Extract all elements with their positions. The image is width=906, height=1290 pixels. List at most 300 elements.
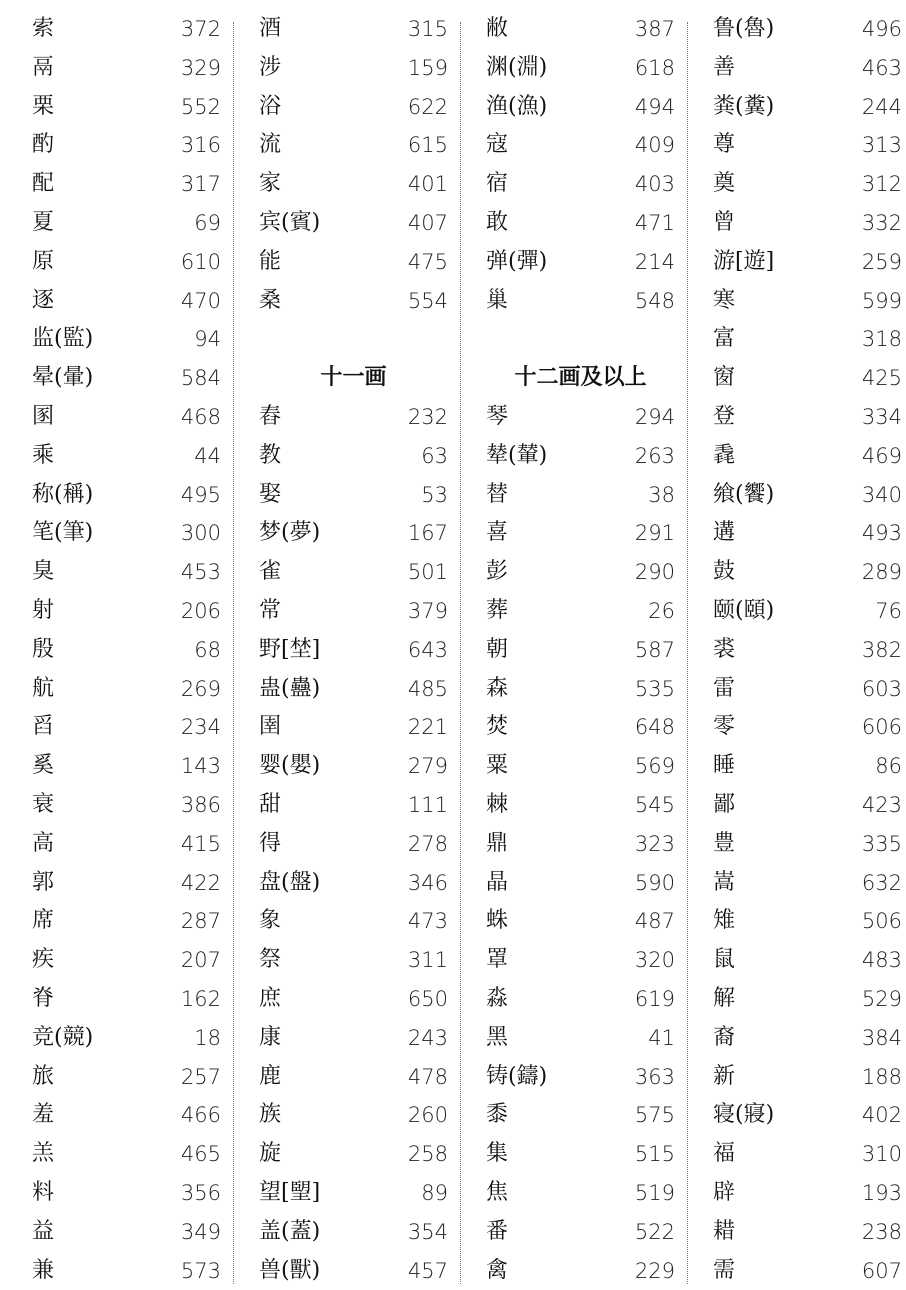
index-entry xyxy=(486,1252,675,1290)
index-entry xyxy=(713,1019,902,1058)
entry-character: 家 xyxy=(259,165,281,204)
entry-character: 盖(蓋) xyxy=(259,1213,320,1252)
entry-page-number: 193 xyxy=(862,1174,902,1213)
index-entry xyxy=(713,10,902,49)
entry-character: 晕(暈) xyxy=(32,359,93,398)
entry-page-number: 457 xyxy=(408,1252,448,1290)
index-entry xyxy=(713,553,902,592)
entry-page-number: 38 xyxy=(648,476,675,515)
entry-character: 毳 xyxy=(713,437,735,476)
entry-page-number: 206 xyxy=(181,592,221,631)
entry-page-number: 244 xyxy=(862,88,902,127)
index-entry xyxy=(259,1252,448,1290)
index-entry xyxy=(486,88,675,127)
entry-page-number: 290 xyxy=(635,553,675,592)
index-entry xyxy=(32,476,221,515)
index-entry xyxy=(259,747,448,786)
index-entry xyxy=(32,553,221,592)
index-entry xyxy=(486,49,675,88)
index-entry xyxy=(259,476,448,515)
index-entry xyxy=(486,747,675,786)
index-entry xyxy=(259,437,448,476)
index-entry xyxy=(259,592,448,631)
index-entry xyxy=(486,10,675,49)
entry-page-number: 403 xyxy=(635,165,675,204)
entry-character: 羔 xyxy=(32,1135,54,1174)
entry-character: 棘 xyxy=(486,786,508,825)
index-entry xyxy=(713,282,902,321)
index-entry xyxy=(259,902,448,941)
entry-page-number: 468 xyxy=(181,398,221,437)
entry-page-number: 554 xyxy=(408,282,448,321)
index-entry xyxy=(32,282,221,321)
entry-character: 集 xyxy=(486,1135,508,1174)
entry-character: 颐(頤) xyxy=(713,592,774,631)
entry-character: 窗 xyxy=(713,359,735,398)
entry-character: 雀 xyxy=(259,553,281,592)
index-entry xyxy=(713,514,902,553)
entry-character: 游[遊] xyxy=(713,243,774,282)
entry-character: 康 xyxy=(259,1019,281,1058)
entry-character: 监(監) xyxy=(32,320,93,359)
index-entry xyxy=(713,864,902,903)
blank-row xyxy=(486,320,675,359)
entry-character: 铸(鑄) xyxy=(486,1058,547,1097)
index-entry xyxy=(32,941,221,980)
entry-page-number: 552 xyxy=(181,88,221,127)
entry-page-number: 470 xyxy=(181,282,221,321)
entry-page-number: 643 xyxy=(408,631,448,670)
entry-page-number: 584 xyxy=(181,359,221,398)
entry-character: 粟 xyxy=(486,747,508,786)
index-entry xyxy=(32,243,221,282)
entry-page-number: 615 xyxy=(408,126,448,165)
index-entry xyxy=(32,320,221,359)
entry-character: 舂 xyxy=(259,398,281,437)
entry-character: 焦 xyxy=(486,1174,508,1213)
index-entry xyxy=(32,980,221,1019)
entry-character: 需 xyxy=(713,1252,735,1290)
index-entry xyxy=(486,980,675,1019)
stroke-count-heading: 十一画 xyxy=(259,359,448,398)
index-entry xyxy=(713,786,902,825)
entry-page-number: 493 xyxy=(862,514,902,553)
index-entry xyxy=(32,88,221,127)
index-entry xyxy=(486,476,675,515)
entry-page-number: 289 xyxy=(862,553,902,592)
index-entry xyxy=(32,708,221,747)
entry-page-number: 63 xyxy=(421,437,448,476)
index-entry xyxy=(259,670,448,709)
entry-page-number: 316 xyxy=(181,126,221,165)
entry-character: 番 xyxy=(486,1213,508,1252)
index-entry xyxy=(486,1019,675,1058)
entry-page-number: 238 xyxy=(862,1213,902,1252)
entry-character: 黍 xyxy=(486,1096,508,1135)
entry-page-number: 356 xyxy=(181,1174,221,1213)
entry-page-number: 545 xyxy=(635,786,675,825)
entry-page-number: 86 xyxy=(875,747,902,786)
entry-character: 衰 xyxy=(32,786,54,825)
entry-page-number: 329 xyxy=(181,49,221,88)
entry-character: 寒 xyxy=(713,282,735,321)
index-entry xyxy=(32,631,221,670)
entry-page-number: 340 xyxy=(862,476,902,515)
entry-character: 庶 xyxy=(259,980,281,1019)
entry-page-number: 402 xyxy=(862,1096,902,1135)
entry-character: 辇(輦) xyxy=(486,437,547,476)
entry-page-number: 258 xyxy=(408,1135,448,1174)
entry-character: 寝(寢) xyxy=(713,1096,774,1135)
entry-character: 奚 xyxy=(32,747,54,786)
index-entry xyxy=(32,592,221,631)
entry-page-number: 610 xyxy=(181,243,221,282)
index-entry xyxy=(713,980,902,1019)
entry-page-number: 111 xyxy=(408,786,448,825)
entry-page-number: 475 xyxy=(408,243,448,282)
index-entry xyxy=(32,1096,221,1135)
index-entry xyxy=(32,747,221,786)
index-entry xyxy=(259,10,448,49)
index-entry xyxy=(486,786,675,825)
index-entry xyxy=(486,282,675,321)
entry-page-number: 599 xyxy=(862,282,902,321)
entry-character: 高 xyxy=(32,825,54,864)
entry-page-number: 622 xyxy=(408,88,448,127)
entry-character: 圉 xyxy=(259,708,281,747)
entry-character: 朝 xyxy=(486,631,508,670)
entry-page-number: 522 xyxy=(635,1213,675,1252)
index-entry xyxy=(259,165,448,204)
index-entry xyxy=(486,1135,675,1174)
entry-character: 殷 xyxy=(32,631,54,670)
index-entry xyxy=(259,204,448,243)
index-entry xyxy=(713,398,902,437)
entry-page-number: 587 xyxy=(635,631,675,670)
index-entry xyxy=(486,902,675,941)
entry-character: 流 xyxy=(259,126,281,165)
entry-page-number: 243 xyxy=(408,1019,448,1058)
entry-character: 禽 xyxy=(486,1252,508,1290)
entry-page-number: 317 xyxy=(181,165,221,204)
entry-character: 教 xyxy=(259,437,281,476)
index-entry xyxy=(713,941,902,980)
entry-page-number: 535 xyxy=(635,670,675,709)
entry-character: 淼 xyxy=(486,980,508,1019)
entry-page-number: 495 xyxy=(181,476,221,515)
index-entry xyxy=(486,592,675,631)
entry-character: 族 xyxy=(259,1096,281,1135)
index-entry xyxy=(32,825,221,864)
index-entry xyxy=(713,88,902,127)
index-entry xyxy=(259,126,448,165)
entry-page-number: 466 xyxy=(181,1096,221,1135)
entry-page-number: 363 xyxy=(635,1058,675,1097)
entry-page-number: 496 xyxy=(862,10,902,49)
index-page xyxy=(0,10,906,1280)
entry-character: 逐 xyxy=(32,282,54,321)
entry-page-number: 569 xyxy=(635,747,675,786)
entry-page-number: 487 xyxy=(635,902,675,941)
entry-page-number: 379 xyxy=(408,592,448,631)
entry-page-number: 519 xyxy=(635,1174,675,1213)
entry-character: 兽(獸) xyxy=(259,1252,320,1290)
entry-page-number: 310 xyxy=(862,1135,902,1174)
entry-character: 脊 xyxy=(32,980,54,1019)
entry-page-number: 323 xyxy=(635,825,675,864)
entry-page-number: 529 xyxy=(862,980,902,1019)
entry-page-number: 26 xyxy=(648,592,675,631)
entry-page-number: 384 xyxy=(862,1019,902,1058)
entry-character: 酒 xyxy=(259,10,281,49)
entry-character: 笔(筆) xyxy=(32,514,93,553)
entry-page-number: 207 xyxy=(181,941,221,980)
index-column-1 xyxy=(32,10,221,1280)
blank-row xyxy=(259,320,448,359)
entry-page-number: 401 xyxy=(408,165,448,204)
index-entry xyxy=(259,1096,448,1135)
index-entry xyxy=(486,165,675,204)
index-entry xyxy=(32,786,221,825)
entry-page-number: 143 xyxy=(181,747,221,786)
entry-page-number: 650 xyxy=(408,980,448,1019)
entry-character: 黑 xyxy=(486,1019,508,1058)
index-entry xyxy=(32,398,221,437)
index-entry xyxy=(259,825,448,864)
entry-page-number: 423 xyxy=(862,786,902,825)
entry-page-number: 346 xyxy=(408,864,448,903)
entry-character: 渊(淵) xyxy=(486,49,547,88)
entry-character: 望[朢] xyxy=(259,1174,320,1213)
entry-character: 夏 xyxy=(32,204,54,243)
entry-character: 替 xyxy=(486,476,508,515)
entry-character: 鲁(魯) xyxy=(713,10,774,49)
index-entry xyxy=(486,631,675,670)
index-entry xyxy=(32,10,221,49)
entry-character: 遘 xyxy=(713,514,735,553)
entry-character: 鼓 xyxy=(713,553,735,592)
index-entry xyxy=(32,1019,221,1058)
entry-character: 敝 xyxy=(486,10,508,49)
index-entry xyxy=(486,126,675,165)
index-entry xyxy=(32,1135,221,1174)
index-entry xyxy=(713,747,902,786)
index-entry xyxy=(713,670,902,709)
entry-page-number: 278 xyxy=(408,825,448,864)
index-entry xyxy=(486,1174,675,1213)
entry-character: 鼎 xyxy=(486,825,508,864)
index-entry xyxy=(486,398,675,437)
entry-page-number: 483 xyxy=(862,941,902,980)
entry-character: 雷 xyxy=(713,670,735,709)
entry-character: 嵩 xyxy=(713,864,735,903)
index-entry xyxy=(486,1058,675,1097)
entry-page-number: 318 xyxy=(862,320,902,359)
entry-page-number: 76 xyxy=(875,592,902,631)
entry-page-number: 320 xyxy=(635,941,675,980)
entry-page-number: 494 xyxy=(635,88,675,127)
entry-character: 乘 xyxy=(32,437,54,476)
index-entry xyxy=(713,1096,902,1135)
index-entry xyxy=(486,1096,675,1135)
index-entry xyxy=(713,49,902,88)
entry-character: 寇 xyxy=(486,126,508,165)
entry-page-number: 607 xyxy=(862,1252,902,1290)
entry-page-number: 234 xyxy=(181,708,221,747)
entry-page-number: 469 xyxy=(862,437,902,476)
index-entry xyxy=(32,359,221,398)
entry-character: 婴(嬰) xyxy=(259,747,320,786)
entry-page-number: 386 xyxy=(181,786,221,825)
entry-page-number: 506 xyxy=(862,902,902,941)
index-entry xyxy=(486,708,675,747)
index-entry xyxy=(713,1174,902,1213)
entry-page-number: 425 xyxy=(862,359,902,398)
entry-page-number: 387 xyxy=(635,10,675,49)
entry-page-number: 221 xyxy=(408,708,448,747)
entry-character: 尊 xyxy=(713,126,735,165)
entry-character: 鬲 xyxy=(32,49,54,88)
index-entry xyxy=(486,1213,675,1252)
entry-character: 竞(競) xyxy=(32,1019,93,1058)
index-entry xyxy=(713,1213,902,1252)
entry-page-number: 648 xyxy=(635,708,675,747)
entry-page-number: 162 xyxy=(181,980,221,1019)
entry-page-number: 188 xyxy=(862,1058,902,1097)
entry-character: 敢 xyxy=(486,204,508,243)
entry-page-number: 409 xyxy=(635,126,675,165)
entry-character: 琴 xyxy=(486,398,508,437)
index-entry xyxy=(259,941,448,980)
entry-page-number: 332 xyxy=(862,204,902,243)
entry-page-number: 259 xyxy=(862,243,902,282)
entry-character: 罩 xyxy=(486,941,508,980)
entry-page-number: 478 xyxy=(408,1058,448,1097)
entry-character: 巢 xyxy=(486,282,508,321)
entry-character: 野[埜] xyxy=(259,631,320,670)
entry-page-number: 349 xyxy=(181,1213,221,1252)
index-column-2 xyxy=(259,10,448,1280)
entry-character: 称(稱) xyxy=(32,476,93,515)
entry-page-number: 372 xyxy=(181,10,221,49)
stroke-count-heading: 十二画及以上 xyxy=(486,359,675,398)
index-entry xyxy=(32,49,221,88)
index-entry xyxy=(32,1252,221,1290)
entry-character: 羞 xyxy=(32,1096,54,1135)
index-entry xyxy=(32,1058,221,1097)
entry-page-number: 575 xyxy=(635,1096,675,1135)
entry-page-number: 287 xyxy=(181,902,221,941)
index-entry xyxy=(32,204,221,243)
index-entry xyxy=(713,631,902,670)
entry-character: 裘 xyxy=(713,631,735,670)
entry-character: 善 xyxy=(713,49,735,88)
entry-page-number: 279 xyxy=(408,747,448,786)
entry-page-number: 53 xyxy=(421,476,448,515)
entry-character: 圂 xyxy=(32,398,54,437)
entry-character: 得 xyxy=(259,825,281,864)
index-entry xyxy=(486,553,675,592)
index-entry xyxy=(713,708,902,747)
entry-character: 浴 xyxy=(259,88,281,127)
entry-character: 宿 xyxy=(486,165,508,204)
index-entry xyxy=(259,631,448,670)
index-entry xyxy=(713,359,902,398)
entry-page-number: 603 xyxy=(862,670,902,709)
entry-character: 疾 xyxy=(32,941,54,980)
index-entry xyxy=(713,825,902,864)
entry-character: 雉 xyxy=(713,902,735,941)
column-divider xyxy=(460,22,461,1284)
entry-character: 豊 xyxy=(713,825,735,864)
entry-character: 射 xyxy=(32,592,54,631)
entry-character: 郭 xyxy=(32,864,54,903)
entry-character: 曾 xyxy=(713,204,735,243)
entry-page-number: 315 xyxy=(408,10,448,49)
entry-character: 彭 xyxy=(486,553,508,592)
entry-character: 酌 xyxy=(32,126,54,165)
index-entry xyxy=(259,553,448,592)
entry-character: 涉 xyxy=(259,49,281,88)
entry-page-number: 515 xyxy=(635,1135,675,1174)
entry-page-number: 606 xyxy=(862,708,902,747)
entry-character: 睡 xyxy=(713,747,735,786)
entry-page-number: 232 xyxy=(408,398,448,437)
entry-page-number: 44 xyxy=(194,437,221,476)
index-entry xyxy=(259,1135,448,1174)
index-entry xyxy=(32,126,221,165)
entry-page-number: 473 xyxy=(408,902,448,941)
entry-character: 渔(漁) xyxy=(486,88,547,127)
entry-page-number: 291 xyxy=(635,514,675,553)
entry-character: 森 xyxy=(486,670,508,709)
index-entry xyxy=(713,204,902,243)
index-entry xyxy=(486,243,675,282)
index-column-4 xyxy=(713,10,902,1280)
entry-page-number: 573 xyxy=(181,1252,221,1290)
entry-character: 栗 xyxy=(32,88,54,127)
index-entry xyxy=(32,670,221,709)
entry-character: 富 xyxy=(713,320,735,359)
entry-page-number: 89 xyxy=(421,1174,448,1213)
entry-character: 索 xyxy=(32,10,54,49)
entry-page-number: 463 xyxy=(862,49,902,88)
index-entry xyxy=(713,476,902,515)
entry-character: 宾(賓) xyxy=(259,204,320,243)
entry-page-number: 354 xyxy=(408,1213,448,1252)
entry-page-number: 619 xyxy=(635,980,675,1019)
entry-character: 祭 xyxy=(259,941,281,980)
entry-character: 舀 xyxy=(32,708,54,747)
entry-character: 喜 xyxy=(486,514,508,553)
entry-page-number: 312 xyxy=(862,165,902,204)
entry-page-number: 415 xyxy=(181,825,221,864)
entry-page-number: 453 xyxy=(181,553,221,592)
entry-page-number: 590 xyxy=(635,864,675,903)
entry-page-number: 471 xyxy=(635,204,675,243)
entry-page-number: 159 xyxy=(408,49,448,88)
entry-page-number: 465 xyxy=(181,1135,221,1174)
entry-page-number: 214 xyxy=(635,243,675,282)
index-entry xyxy=(713,902,902,941)
index-entry xyxy=(486,204,675,243)
entry-page-number: 485 xyxy=(408,670,448,709)
entry-character: 零 xyxy=(713,708,735,747)
index-entry xyxy=(259,514,448,553)
entry-character: 能 xyxy=(259,243,281,282)
entry-page-number: 334 xyxy=(862,398,902,437)
entry-page-number: 69 xyxy=(194,204,221,243)
